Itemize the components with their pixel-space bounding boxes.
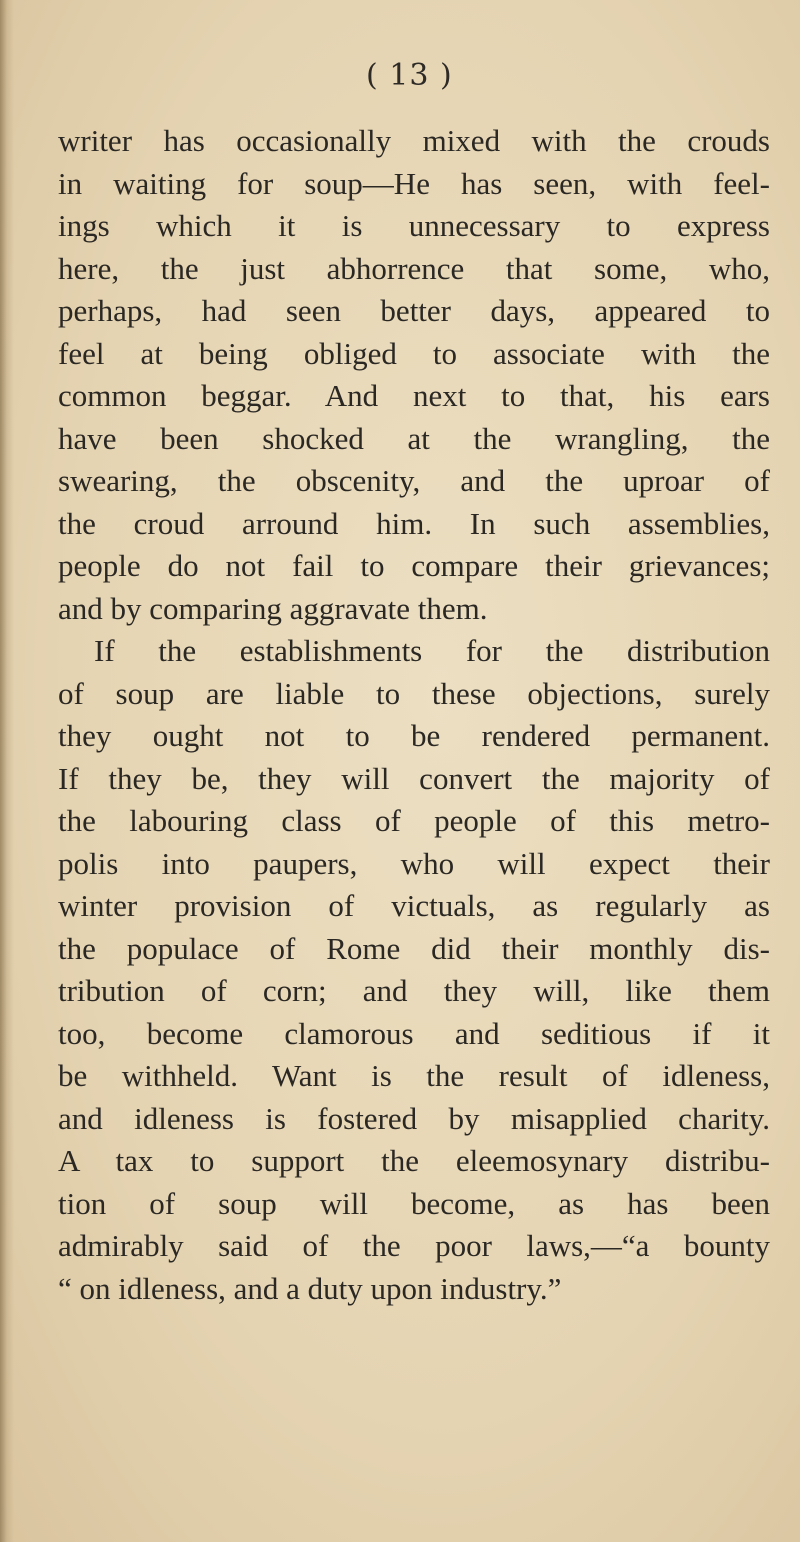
text-line: common beggar. And next to that, his ears	[58, 378, 770, 413]
paragraph-start-line: If the establishments for the distribution	[94, 633, 770, 668]
text-line: have been shocked at the wrangling, the	[58, 420, 770, 456]
text-line: tion of soup will become, as has been	[58, 1185, 770, 1221]
text-line: ings which it is unnecessary to express	[58, 208, 770, 243]
text-line: swearing, the obscenity, and the uproar of	[58, 463, 770, 498]
text-line: polis into paupers, who will expect their	[58, 845, 770, 881]
text-line: admirably said of the poor laws,—“a bounty	[58, 1228, 770, 1263]
text-line: the populace of Rome did their monthly dis-	[58, 930, 770, 966]
text-line: the croud arround him. In such assemblies,	[58, 505, 770, 541]
text-line: feel at being obliged to associate with the	[58, 335, 770, 371]
text-line: here, the just abhorrence that some, who,	[58, 250, 770, 286]
page-number: ( 13 )	[366, 58, 453, 93]
text-line: in waiting for soup—He has seen, with feel-	[58, 165, 770, 201]
text-line: of soup are liable to these objections, surely	[58, 675, 770, 711]
text-line: people do not fail to compare their grievances;	[58, 548, 770, 583]
text-line: be withheld. Want is the result of idleness,	[58, 1058, 770, 1093]
body-text	[58, 120, 770, 1310]
text-line: the labouring class of people of this metro-	[58, 803, 770, 838]
text-line: writer has occasionally mixed with the crouds	[58, 123, 770, 158]
text-line: perhaps, had seen better days, appeared to	[58, 293, 770, 328]
binding-shadow	[0, 0, 14, 1542]
text-line: they ought not to be rendered permanent.	[58, 718, 770, 753]
paragraph-end-line: and by comparing aggravate them.	[58, 590, 488, 626]
text-line: too, become clamorous and seditious if it	[58, 1015, 770, 1051]
text-line: tribution of corn; and they will, like them	[58, 973, 770, 1008]
text-line: If they be, they will convert the majority of	[58, 760, 770, 796]
text-line: A tax to support the eleemosynary distribu-	[58, 1143, 770, 1178]
text-line: and idleness is fostered by misapplied charity.	[58, 1100, 770, 1136]
text-line: winter provision of victuals, as regularly as	[58, 888, 770, 923]
paragraph-end-line: “ on idleness, and a duty upon industry.”	[58, 1270, 562, 1306]
